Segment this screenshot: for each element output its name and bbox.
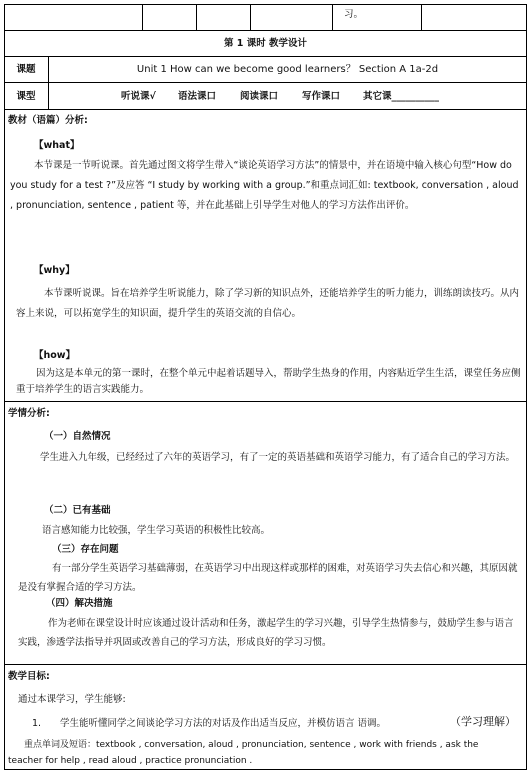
top-cell-text: 习。 bbox=[344, 9, 364, 20]
divider bbox=[250, 4, 251, 30]
type-other: 其它课__________ bbox=[363, 91, 440, 102]
divider bbox=[142, 4, 143, 30]
type-reading: 阅读课口 bbox=[240, 91, 279, 102]
learner-s1-text: 学生进入九年级，已经经过了六年的英语学习，有了一定的英语基础和英语学习能力，有了适合自己的学习方法。 bbox=[40, 452, 516, 463]
vocab-list-2: teacher for help , read aloud , practice pronunciation . bbox=[8, 756, 253, 766]
what-tag: 【what】 bbox=[34, 140, 80, 151]
table-border-right bbox=[526, 4, 527, 770]
table-border-bottom bbox=[4, 769, 527, 770]
divider bbox=[421, 4, 422, 30]
topic-label: 课题 bbox=[16, 64, 36, 75]
type-grammar: 语法课口 bbox=[178, 91, 217, 102]
topic-value: Unit 1 How can we become good learners？ Section A 1a-2d bbox=[136, 64, 439, 75]
divider bbox=[4, 401, 527, 402]
type-writing: 写作课口 bbox=[302, 91, 341, 102]
goals-intro: 通过本课学习，学生能够: bbox=[18, 694, 126, 705]
divider bbox=[4, 109, 527, 110]
goal-1-number: 1. bbox=[32, 718, 42, 729]
learner-s4-title: （四）解决措施 bbox=[46, 598, 113, 609]
vocab-list-1: textbook , conversation, aloud , pronunciation, sentence , work with friends , ask the bbox=[96, 740, 479, 750]
learner-s3-text: 有一部分学生英语学习基础薄弱，在英语学习中出现这样或那样的困难，对英语学习失去信心和兴趣，其原因就是没有掌握合适的学习方法。 bbox=[18, 563, 518, 593]
divider bbox=[196, 4, 197, 30]
type-listening: 听说课√ bbox=[121, 91, 156, 102]
vocab-line-1 bbox=[24, 739, 478, 751]
what-paragraph: 本节课是一节听说课。首先通过图文将学生带入“谈论英语学习方法”的情景中，并在语境中输入核心句型“How do you study for a test ?”及应答 “I study by working with a group.”和重点词汇如: textbook, conversation , aloud , pronunciation, sentence , patient 等，并在此基础上引导学生对他人的学习方法作出评价。 bbox=[10, 160, 519, 211]
goals-heading: 教学目标: bbox=[8, 671, 50, 682]
learner-heading: 学情分析: bbox=[8, 408, 50, 419]
divider bbox=[4, 56, 527, 57]
material-heading: 教材（语篇）分析: bbox=[8, 115, 88, 126]
type-label: 课型 bbox=[16, 91, 36, 102]
vocab-label: 重点单词及短语： bbox=[24, 740, 97, 750]
learner-s1-title: （一）自然情况 bbox=[44, 431, 111, 442]
learner-s3-title: （三）存在问题 bbox=[52, 544, 119, 555]
table-title: 第 1 课时 教学设计 bbox=[223, 38, 308, 49]
table-border-left bbox=[4, 4, 5, 770]
divider bbox=[4, 82, 527, 83]
table-border-top bbox=[4, 4, 527, 5]
why-tag: 【why】 bbox=[34, 265, 75, 276]
how-tag: 【how】 bbox=[34, 350, 76, 361]
learner-s2-text: 语言感知能力比较强，学生学习英语的积极性比较高。 bbox=[42, 525, 271, 536]
learner-s4-text: 作为老师在课堂设计时应该通过设计活动和任务，激起学生的学习兴趣，引导学生热情参与，鼓励学生参与语言实践，渗透学法指导并巩固或改善自己的学习方法，形成良好的学习习惯。 bbox=[18, 618, 514, 648]
divider bbox=[4, 664, 527, 665]
why-paragraph: 本节课听说课。旨在培养学生听说能力，除了学习新的知识点外，还能培养学生的听力能力，训练朗读技巧。从内容上来说，可以拓宽学生的知识面，提升学生的英语交流的自信心。 bbox=[16, 288, 520, 319]
goal-1-tag: （学习理解） bbox=[450, 715, 516, 728]
learner-s2-title: （二）已有基础 bbox=[44, 505, 111, 516]
divider bbox=[4, 30, 527, 31]
goal-1-text: 学生能听懂同学之间谈论学习方法的对话及作出适当反应，并模仿语言 语调。 bbox=[60, 718, 387, 729]
how-paragraph: 因为这是本单元的第一课时，在整个单元中起着话题导入，帮助学生热身的作用，内容贴近学生生活，课堂任务应侧重于培养学生的语言实践能力。 bbox=[16, 368, 521, 395]
divider bbox=[332, 4, 333, 30]
